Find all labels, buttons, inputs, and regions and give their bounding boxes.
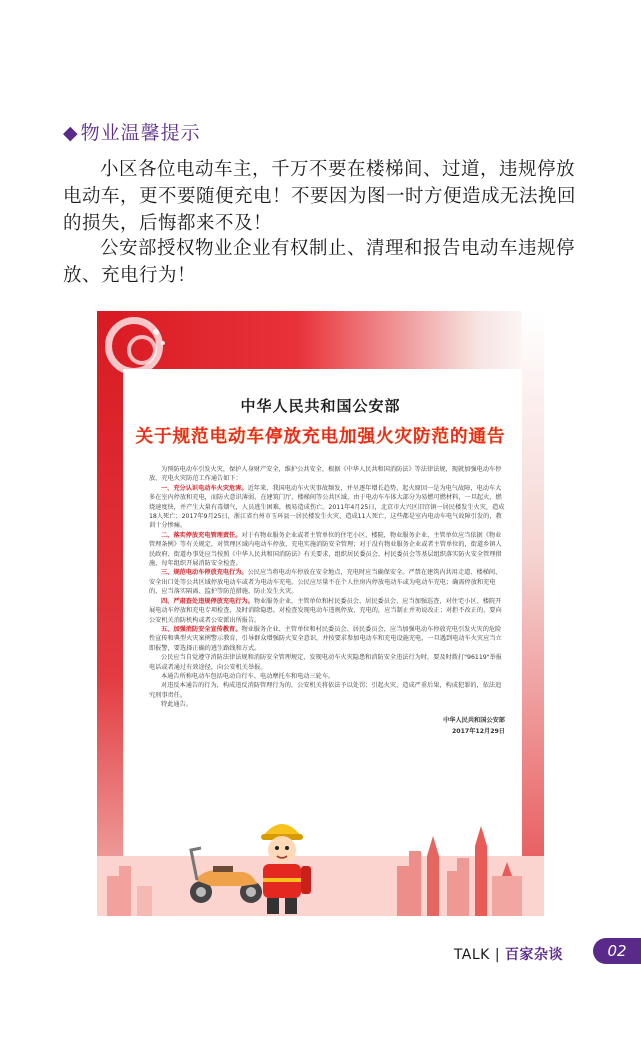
poster-item: [149, 484, 505, 531]
poster-item: [149, 653, 505, 672]
poster-org-title: 中华人民共和国公安部: [240, 397, 401, 415]
poster-intro: 为预防电动车引发火灾，保护人身财产安全，维护公共安全，根据《中华人民共和国消防法》等法律法规，现就加强电动车停放、充电火灾防范工作通告如下：: [149, 466, 502, 483]
poster-item: [149, 681, 505, 700]
poster-item: [149, 672, 505, 681]
poster-item-heading: 五、加强消防安全宣传教育。: [161, 625, 242, 633]
poster-item: [149, 597, 505, 625]
paragraph-authorization: 公安部授权物业企业有权制止、清理和报告电动车违规停放、充电行为！: [63, 238, 576, 286]
poster-item-heading: 一、充分认识电动车火灾危害。: [161, 484, 248, 492]
brand-en: TALK: [453, 947, 490, 963]
poster-item-heading: 二、落实停放充电管理责任。: [161, 531, 242, 539]
firefighter-mascot-illustration: [247, 806, 317, 916]
section-heading: [63, 118, 201, 145]
poster-item-text: 公民应当自觉遵守消防法律法规和消防安全管理规定，发现电动车火灾隐患和消防安全违法行为时，要及时拨打"96119"举报电话或者通过有效途径，向公安机关举报。: [149, 654, 502, 671]
poster-date: 2017年12月29日: [451, 727, 505, 735]
decorative-small-ring-icon: [127, 335, 157, 365]
poster-item-text: 物业服务企业、主管单位和村民委员会、居民委员会，应当加强巡查，对住宅小区、楼院开展电动车停放和充电专项检查，及时消除隐患。对检查发现电动车违规停放、充电的，应当制止并劝说改正；对拒不改正的，要向公安机关消防机构或者公安派出所报告。: [149, 597, 502, 624]
poster-item: [149, 531, 505, 569]
poster-items: [149, 484, 505, 710]
poster-item-text: 物业服务企业、主管单位和村民委员会、居民委员会，应当加强电动车停放充电引发火灾的危险性宣传和典型火灾案例警示教育，引导群众增强防火安全意识，并按要求参加电动车和充电设施充电，一旦遇到电动车火灾应当立即报警，要选择正确的逃生路线和方式。: [149, 625, 502, 652]
poster-top-band: [97, 311, 544, 369]
poster-item-text: 对于有物业服务企业或者主管单位的住宅小区、楼院，物业服务企业、主管单位应当依据《物业管理条例》等有关规定，对管理区域内电动车停放、充电实施消防安全管理；对于没有物业服务企业或者主管单位的，街道乡镇人民政府、街道办事处应当按照《中华人民共和国消防法》有关要求，组织居民委员会、村民委员会等基层组织落实防火安全管理措施，每年组织开展消防安全检查。: [149, 531, 502, 568]
poster-item-text: 本通告所称电动车包括电动自行车、电动摩托车和电动三轮车。: [161, 672, 335, 680]
decorative-dot-icon: [161, 341, 165, 345]
poster-notice-title: 关于规范电动车停放充电加强火灾防范的通告: [135, 427, 506, 447]
poster-item-text: 近年来，我国电动车火灾事故频发，并呈逐年增长趋势，起火原因一是为电气故障，电动车大多在室内停放和充电，而防火意识薄弱，在建筑门厅、楼梯间等公共区域、由于电动车车体大部分为易燃可燃材料，一旦起火，燃烧速度快，并产生大量有毒烟气，人员逃生困难，极易造成伤亡。2011年4月25日，北京市大兴区旧宫镇一居民楼发生火灾，造成18人死亡；2017年9月25日，浙江省台州市玉环县一居民楼发生火灾，造成11人死亡，这些都是室内电动车电气故障引发的，教训十分惨痛。: [149, 484, 505, 530]
section-heading-text: 物业温馨提示: [80, 122, 201, 144]
page-number: 02: [607, 942, 627, 960]
poster-item-text: 特此通告。: [161, 701, 192, 709]
paragraph-warning: 小区各位电动车主，千万不要在楼梯间、过道，违规停放电动车，更不要随便充电！不要因为图一时方便造成无法挽回的损失，后悔都来不及！: [63, 159, 577, 234]
decorative-dot-icon: [153, 329, 159, 335]
poster-item-text: 对违反本通告的行为，构成违反消防管理行为的，公安机关将依法予以处罚；引起火灾、造成严重后果，构成犯罪的，依法追究刑事责任。: [149, 682, 502, 699]
page-number-badge: [593, 938, 641, 964]
poster-item-heading: 三、规范电动车停放充电行为。: [161, 569, 248, 577]
poster-item: [149, 568, 505, 596]
poster-body: [149, 465, 505, 736]
diamond-bullet-icon: ◆: [63, 122, 79, 144]
poster-item-text: 公民应当将电动车停放在安全地点，充电时应当确保安全。严禁在建筑内共用走道、楼梯间、安全出口处等公共区域停放电动车或者为电动车充电。公民应尽量不在个人住房内停放电动车或为电动车充电；确需停放和充电的，应当落实隔离、监护等防范措施，防止发生火灾。: [149, 569, 502, 596]
brand-cn: 百家杂谈: [505, 947, 563, 963]
poster-item-heading: 四、严肃查处违规停放充电行为。: [161, 597, 254, 605]
poster-signature: 中华人民共和国公安部: [443, 716, 505, 724]
poster-item: [149, 625, 505, 653]
poster-item: [149, 700, 505, 709]
city-skyline-illustration: [97, 796, 544, 916]
notice-poster: [97, 311, 544, 916]
magazine-brand: [454, 944, 563, 964]
brand-separator: |: [494, 947, 501, 963]
